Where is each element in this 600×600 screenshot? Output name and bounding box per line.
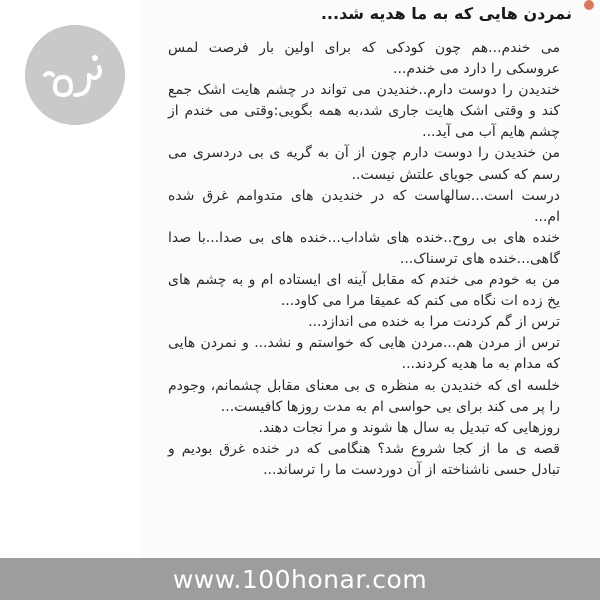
note-paragraph: خلسه ای که خندیدن به منظره ی بی معنای مقابل چشمانم، وجودم را پر می کند برای بی حواسی ام به مدت روزها کافیست...	[168, 377, 560, 415]
watermark-logo	[25, 25, 125, 125]
note-body	[168, 38, 560, 481]
note-card	[140, 0, 600, 600]
note-paragraph: خندیدن را دوست دارم..خندیدن می تواند در چشم هایت اشک جمع کند و وقتی اشک هایت جاری شد،به همه بگویی:وقتی می خندم از چشم هایم آب می آید...	[168, 82, 560, 141]
left-margin	[0, 0, 150, 600]
note-paragraph: من خندیدن را دوست دارم چون از آن به گریه ی بی دردسری می رسم که کسی جویای علتش نیست..	[168, 145, 560, 183]
note-paragraph: درست است...سالهاست که در خندیدن های متدوامم غرق شده ام...	[168, 187, 560, 225]
note-paragraph: می خندم...هم چون کودکی که برای اولین بار فرصت لمس عروسکی را دارد می خندم...	[168, 40, 560, 78]
note-marker-dot	[584, 0, 594, 10]
note-paragraph: ترس از مردن هم...مردن هایی که خواستم و نشد... و نمردن هایی که مدام به ما هدیه کردند...	[168, 335, 560, 373]
note-paragraph: ترس از گم کردنت مرا به خنده می اندازد...	[308, 314, 560, 331]
note-paragraph: روزهایی که تبدیل به سال ها شوند و مرا نجات دهند.	[258, 419, 560, 436]
note-paragraph: من به خودم می خندم که مقابل آینه ای ایستاده ام و به چشم های یخ زده ات نگاه می کنم که عمیقا مرا می کاود...	[168, 272, 560, 310]
watermark-logo-icon	[25, 25, 125, 125]
watermark-banner	[0, 558, 600, 600]
note-paragraph: خنده های بی روح..خنده های شاداب...خنده های بی صدا...با صدا گاهی...خنده های ترسناک...	[168, 229, 560, 267]
watermark-url: www.100honar.com	[172, 564, 428, 594]
note-title: نمردن هایی که به ما هدیه شد...	[320, 4, 572, 23]
note-paragraph: قصه ی ما از کجا شروع شد؟ هنگامی که در خنده غرق بودیم و تبادل حسی ناشناخته از آن دوردست ما را ترساند...	[168, 440, 560, 478]
